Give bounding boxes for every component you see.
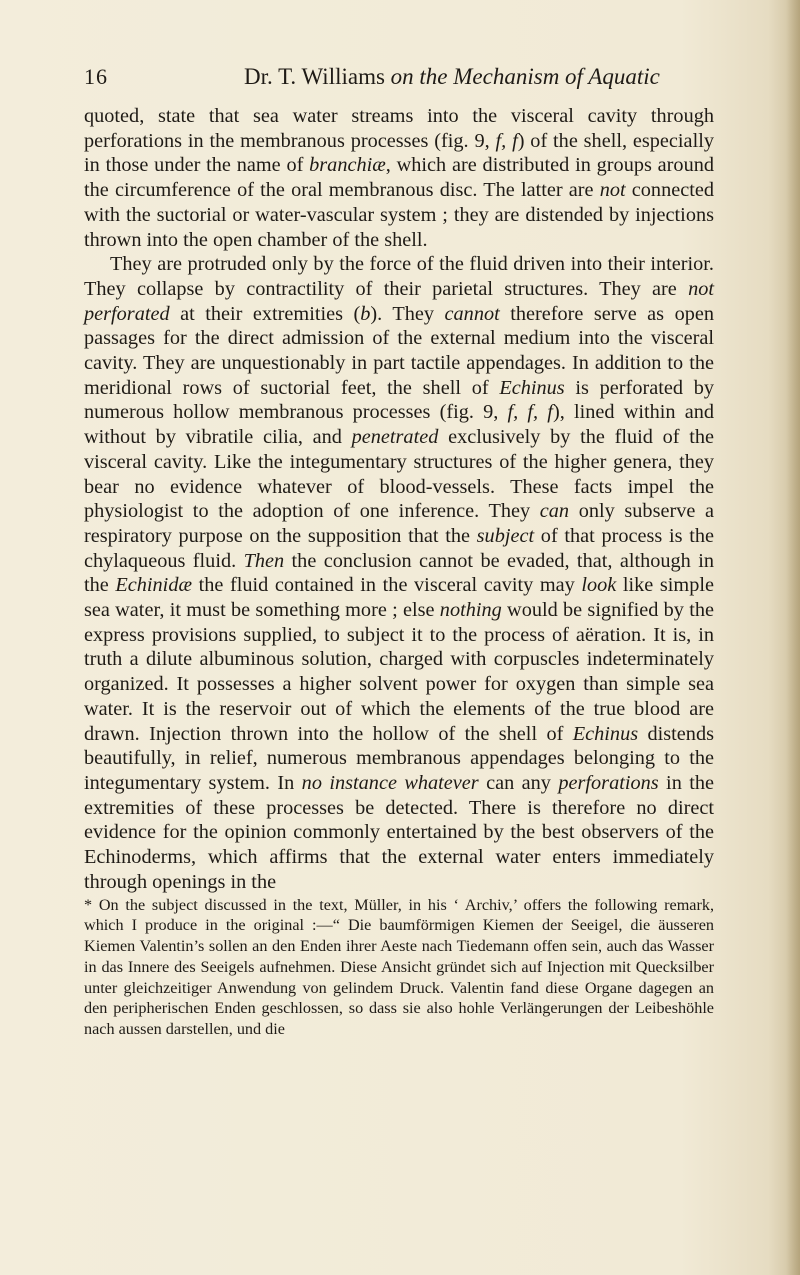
italic-run: perforations (558, 771, 659, 794)
running-head (244, 64, 660, 90)
italic-run: Then (243, 549, 285, 572)
text-run: would be signified by the express provisions supplied, to subject it to the process of aëration. It is, in truth a dilute albuminous solution, charged with corpuscles indeterminately organized. It possesses a higher solvent power for oxygen than simple sea water. It is the reservoir out of which the elements of the true blood are drawn. Injection thrown into the hollow of the shell of (84, 599, 714, 745)
text-run: like simple sea water, it must be something more ; else (84, 574, 714, 622)
text-run: ), lined within and without by vibratile cilia, and (84, 401, 715, 449)
italic-run: Echinus (572, 722, 639, 745)
text-run: only subserve a respiratory purpose on the supposition that the (84, 500, 714, 547)
text-run: at their extremities ( (169, 302, 361, 325)
italic-run: f, f, f (507, 401, 553, 424)
italic-run: can (539, 500, 570, 523)
italic-run: penetrated (351, 426, 439, 449)
page-header (84, 64, 724, 100)
page-number: 16 (84, 64, 108, 89)
text-run: exclusively by the fluid of the visceral cavity. Like the integumentary structures of the higher genera, they bear no evidence whatever of blood-vessels. These facts impel the physiologist to the adoption of one inference. They (84, 426, 714, 523)
paragraph-2 (84, 252, 714, 894)
footnote: * On the subject discussed in the text, Müller, in his ‘ Archiv,’ offers the following remark, which I produce in the original :—“ Die baumförmigen Kiemen der Seeigel, die äusseren Kiemen Valentin’s sollen an den Enden ihrer Aeste nach Tiedemann offen sein, auch das Wasser in das Innere des Seeigels aufnehmen. Diese Ansicht gründet sich auf Injection mit Quecksilber unter gleichzeitiger Anwendung von gelindem Druck. Valentin fand diese Organe dagegen an den peripherischen Enden geschlossen, so dass sie also hohle Verlängerungen der Leibeshöhle nach aussen darstellen, und die (84, 895, 714, 1039)
text-run: connected with the suctorial or water-vascular system ; they are distended by injections thrown into the open chamber of the shell. (84, 179, 714, 251)
body-text (84, 104, 714, 1040)
text-run: the conclusion cannot be evaded, that, although in the (84, 549, 714, 597)
italic-run: Echinus (499, 376, 565, 399)
text-run: in the extremities of these processes be detected. There is therefore no direct evidence for the opinion commonly entertained by the best observers of the Echinoderms, which affirms that the external water enters immediately through openings in the (84, 771, 715, 893)
text-run: quoted, state that sea water streams into the visceral cavity through perforations in the membranous processes (fig. 9, (84, 105, 714, 152)
italic-run: b (360, 302, 371, 325)
page-edge-shadow (786, 0, 800, 1275)
italic-run: f, f (495, 129, 518, 152)
italic-run: nothing (439, 599, 502, 622)
running-head-author: Dr. T. Williams (244, 64, 385, 89)
italic-run: not perforated (84, 277, 714, 325)
text-run: the fluid contained in the visceral cavity may (191, 574, 582, 597)
text-run: therefore serve as open passages for the direct admission of the external medium into the visceral cavity. They are unquestionably in part tactile appendages. In addition to the meridional rows of suctorial feet, the shell of (84, 302, 714, 399)
text-run: is perforated by numerous hollow membranous processes (fig. 9, (84, 376, 715, 424)
italic-run: no instance whatever (301, 771, 479, 794)
running-head-title: on the Mechanism of Aquatic (390, 64, 660, 89)
paragraph-1 (84, 104, 714, 252)
text-run: ) of the shell, especially in those under the name of (84, 129, 714, 177)
italic-run: branchiæ (309, 154, 386, 177)
text-run: They are protruded only by the force of the fluid driven into their interior. They collapse by contractility of their parietal structures. They are (84, 253, 714, 300)
text-run: ). They (370, 302, 445, 325)
italic-run: look (581, 574, 617, 597)
text-run: , which are distributed in groups around the circumference of the oral membranous disc. The latter are (84, 154, 714, 202)
italic-run: subject (476, 524, 535, 547)
italic-run: Echinidæ (115, 574, 192, 597)
text-run: of that process is the chylaqueous fluid. (84, 524, 714, 572)
text-run: distends beautifully, in relief, numerous membranous appendages belonging to the integumentary system. In (84, 722, 714, 794)
italic-run: not (599, 179, 626, 202)
italic-run: cannot (444, 302, 500, 325)
text-run: can any (478, 771, 559, 794)
